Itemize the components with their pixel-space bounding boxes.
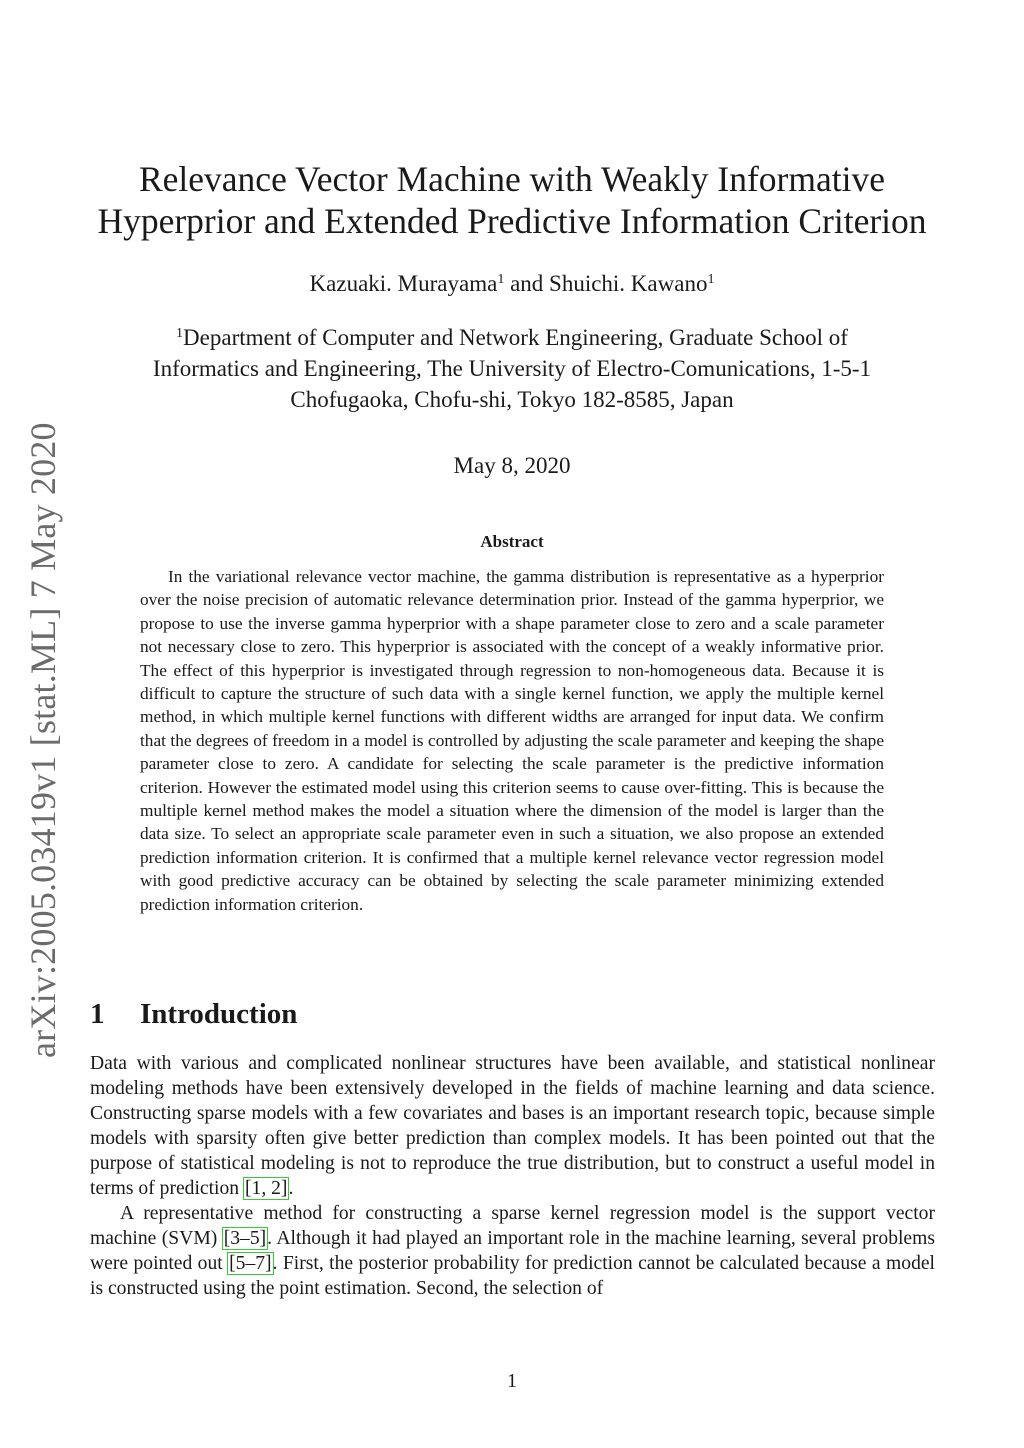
abstract-heading: Abstract	[480, 532, 544, 551]
publication-date: May 8, 2020	[453, 453, 571, 478]
title-line-1: Relevance Vector Machine with Weakly Informative	[139, 159, 885, 199]
section-title: Introduction	[140, 998, 298, 1030]
section-heading	[90, 996, 297, 1032]
affiliation-line: Department of Computer and Network Engineering, Graduate School of	[183, 325, 848, 350]
arxiv-identifier[interactable]: arXiv:2005.03419v1 [stat.ML] 7 May 2020	[23, 422, 63, 1058]
paper-title	[0, 158, 1024, 242]
affiliation-line: Chofugaoka, Chofu-shi, Tokyo 182-8585, Japan	[290, 387, 734, 412]
affiliation-mark: 1	[707, 272, 715, 287]
abstract-text: In the variational relevance vector machine, the gamma distribution is representative as a hyperprior over the noise precision of automatic relevance determination prior. Instead of the gamma hyperprior, we propose to use the inverse gamma hyperprior with a shape parameter close to zero and a scale parameter not necessary close to zero. This hyperprior is associated with the concept of a weakly informative prior. The effect of this hyperprior is investigated through regression to non-homogeneous data. Because it is difficult to capture the structure of such data with a single kernel function, we apply the multiple kernel method, in which multiple kernel functions with different widths are arranged for input data. We confirm that the degrees of freedom in a model is controlled by adjusting the scale parameter and keeping the shape parameter close to zero. A candidate for selecting the scale parameter is the predictive information criterion. However the estimated model using this criterion seems to cause over-fitting. This is because the multiple kernel method makes the model a situation where the dimension of the model is larger than the data size. To select an appropriate scale parameter even in such a situation, we also propose an extended prediction information criterion. It is confirmed that a multiple kernel relevance vector regression model with good predictive accuracy can be obtained by selecting the scale parameter minimizing extended prediction information criterion.	[140, 567, 884, 914]
citation-link[interactable]: [3–5]	[223, 1228, 267, 1249]
citation-link[interactable]: [5–7]	[229, 1253, 272, 1274]
paragraph-text: Data with various and complicated nonlinear structures have been available, and statistical nonlinear modeling methods have been extensively developed in the fields of machine learning and data science. Constructing sparse models with a few covariates and bases is an important research topic, because simple models with sparsity often give better prediction than complex models. It has been pointed out that the purpose of statistical modeling is not to reproduce the true distribution, but to construct a useful model in terms of prediction	[90, 1053, 935, 1199]
body-paragraph	[90, 1051, 935, 1201]
author-name: Shuichi. Kawano	[549, 271, 708, 296]
author-conjunction: and	[510, 271, 544, 296]
affiliation-mark: 1	[176, 326, 184, 341]
section-number: 1	[90, 998, 105, 1030]
title-line-2: Hyperprior and Extended Predictive Information Criterion	[97, 201, 927, 241]
paragraph-text: .	[288, 1178, 294, 1199]
affiliation	[95, 322, 929, 415]
author-name: Kazuaki. Murayama	[309, 271, 498, 296]
affiliation-mark: 1	[497, 272, 505, 287]
page-number: 1	[507, 1370, 517, 1392]
paragraph-text: A representative method for constructing a sparse kernel regression model is the support vector machine (SVM)	[90, 1203, 935, 1249]
affiliation-line: Informatics and Engineering, The University of Electro-Comunications, 1-5-1	[152, 356, 872, 381]
paragraph-text: . Although it had played an important role in the machine learning, several problems were pointed out	[90, 1228, 935, 1274]
body-paragraph	[90, 1201, 935, 1301]
citation-link[interactable]: [1, 2]	[245, 1178, 288, 1199]
paragraph-text: . First, the posterior probability for prediction cannot be calculated because a model is constructed using the point estimation. Second, the selection of	[90, 1253, 936, 1299]
author-list	[0, 270, 1024, 298]
